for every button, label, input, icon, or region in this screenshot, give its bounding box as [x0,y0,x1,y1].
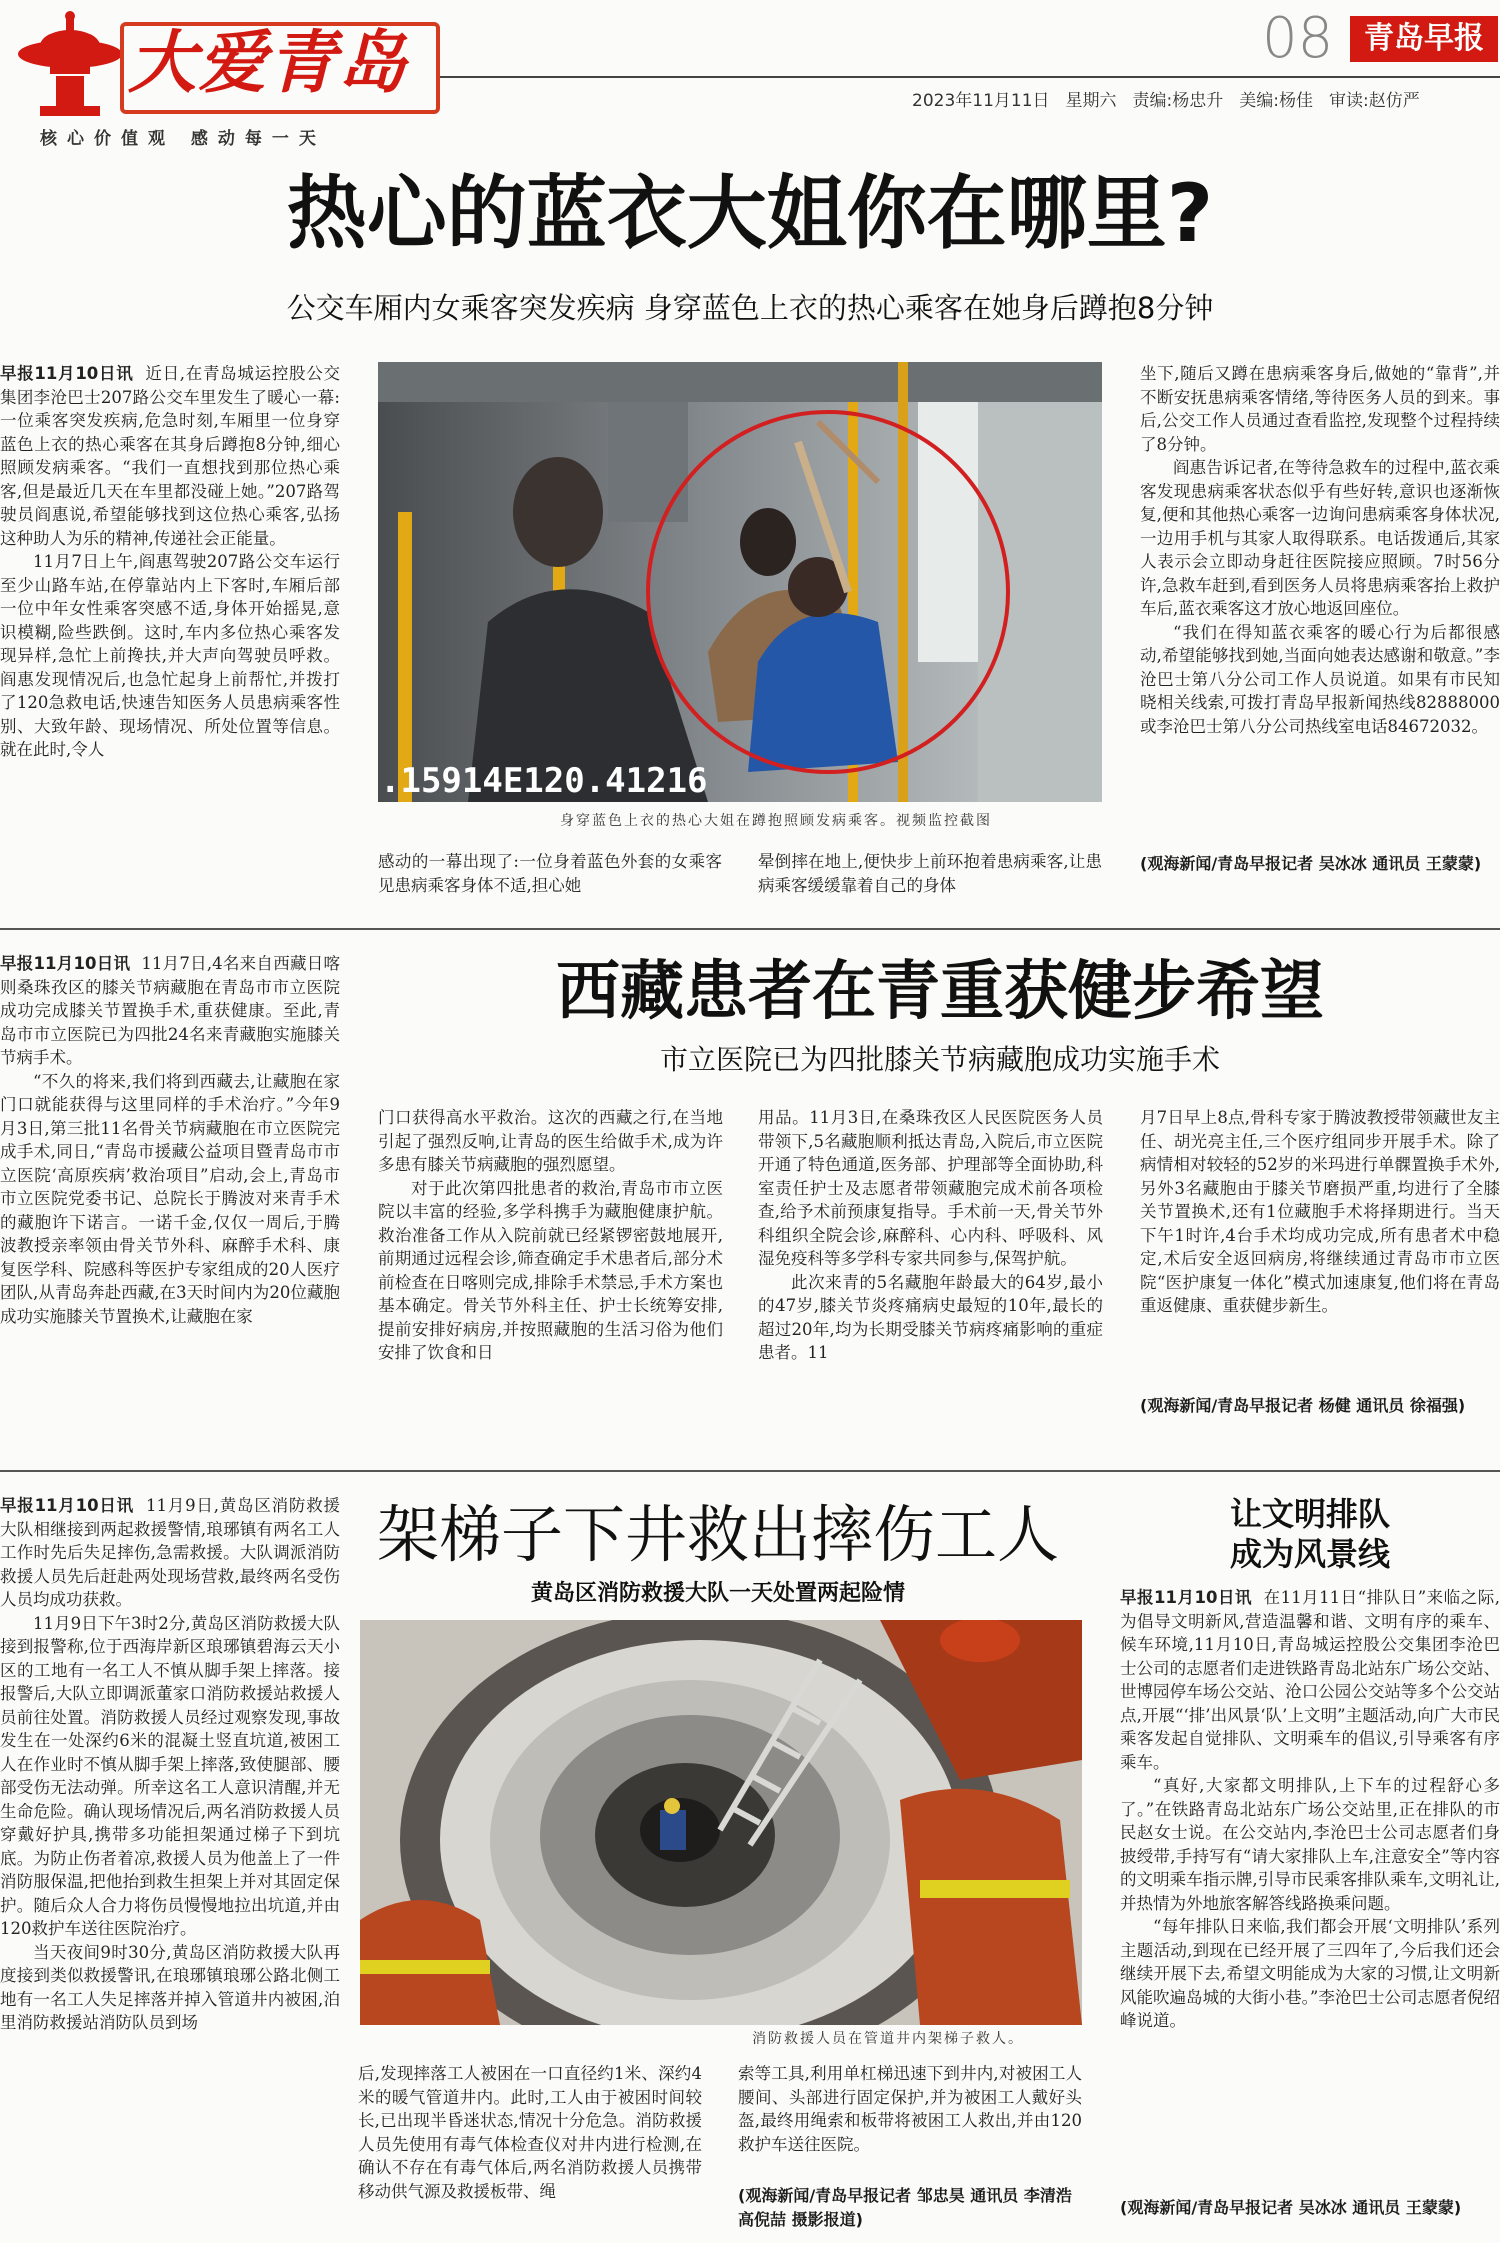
bus-surveillance-photo [378,362,1102,802]
story1-credit: (观海新闻/青岛早报记者 吴冰冰 通讯员 王蒙蒙) [1140,854,1482,873]
tower-logo-icon [10,6,130,126]
story1-below-right [758,850,1102,902]
story4-body [1120,1586,1500,2186]
story3-para: 11月9日下午3时2分,黄岛区消防救援大队接到报警称,位于西海岸新区琅琊镇碧海云天小区的工地有一名工人不慎从脚手架上摔落。接报警后,大队立即调派董家口消防救援站救援人员前往处置。消防救援人员经过观察发现,事故发生在一处深约6米的混凝土竖直坑道,被困工人在作业时不慎从脚手架上摔落,致使腿部、腰部受伤无法动弹。所幸这名工人意识清醒,并无生命危险。确认现场情况后,两名消防救援人员穿戴好护具,携带多功能担架通过梯子下到坑底。为防止伤者着凉,救援人员为他盖上了一件消防服保温,把他抬到救生担架上并对其固定保护。随后众人合力将伤员慢慢地拉出坑道,并由120救护车送往医院治疗。 [0,1613,340,1938]
story1-tag: 早报11月10日讯 [0,364,134,383]
story2-para: 对于此次第四批患者的救治,青岛市市立医院以丰富的经验,多学科携手为藏胞健康护航。救治准备工作从入院前就已经紧锣密鼓地展开,前期通过远程会诊,筛查确定手术患者后,部分术前检查在日喀则完成,排除手术禁忌,手术方案也基本确定。骨关节外科主任、护士长统筹安排,提前安排好病房,并按照藏胞的生活习俗为他们安排了饮食和日 [378,1178,723,1362]
story4-headline-line1: 让文明排队 [1229,1495,1390,1533]
story3-column-1 [0,1494,340,2243]
story3-para: 当天夜间9时30分,黄岛区消防救援大队再度接到类似救援警讯,在琅琊镇琅琊公路北侧工地有一名工人失足摔落并掉入管道井内被困,泊里消防救援站消防队员到场 [0,1942,340,2032]
story4-tag: 早报11月10日讯 [1120,1588,1253,1607]
story2-para: 此次来青的5名藏胞年龄最大的64岁,最小的47岁,膝关节炎疼痛病史最短的10年,最长的超过20年,均为长期受膝关节病疼痛影响的重症患者。11 [758,1272,1103,1362]
story2-tag: 早报11月10日讯 [0,954,131,973]
manhole-rescue-photo [360,1620,1082,2025]
story3-para: 后,发现摔落工人被困在一口直径约1米、深约4米的暖气管道井内。此时,工人由于被困时间较长,已出现半昏迷状态,情况十分危急。消防救援人员先使用有毒气体检查仪对井内进行检测,在确认不存在有毒气体后,两名消防救援人员携带移动供气源及救援板带、绳 [358,2064,702,2201]
story2-para: 用品。11月3日,在桑珠孜区人民医院医务人员带领下,5名藏胞顺利抵达青岛,入院后,市立医院开通了特色通道,医务部、护理部等全面协助,科室责任护士及志愿者带领藏胞完成术前各项检查,给予术前预康复指导。手术前一天,骨关节外科组织全院会诊,麻醉科、心内科、呼吸科、风湿免疫科等多学科专家共同参与,保驾护航。 [758,1108,1103,1268]
page-number: 08 [1262,6,1334,71]
section-divider [0,1470,1500,1472]
story1-para: 晕倒摔在地上,便快步上前环抱着患病乘客,让患病乘客缓缓靠着自己的身体 [758,852,1102,895]
editor: 责编:杨忠升 [1132,91,1224,111]
section-slogan: 核心价值观 感动每一天 [40,129,326,149]
paper-brand: 青岛早报 [1350,16,1498,62]
story2-para: 门口获得高水平救治。这次的西藏之行,在当地引起了强烈反响,让青岛的医生给做手术,成为许多患有膝关节病藏胞的强烈愿望。 [378,1108,723,1174]
story3-para: 11月9日,黄岛区消防救援大队相继接到两起救援警情,琅琊镇有两名工人工作时先后失足摔伤,急需救援。大队调派消防救援人员先后赶赴两处现场营救,最终两名受伤人员均成功获救。 [0,1496,340,1609]
story2-headline: 西藏患者在青重获健步希望 [556,955,1324,1029]
story2-column-3 [758,1106,1103,1444]
story3-para: 索等工具,利用单杠梯迅速下到井内,对被困工人腰间、头部进行固定保护,并为被困工人戴好头盔,最终用绳索和板带将被困工人救出,并由120救护车送往医院。 [738,2064,1082,2154]
story4-para: “真好,大家都文明排队,上下车的过程舒心多了。”在铁路青岛北站东广场公交站里,正在排队的市民赵女士说。在公交站内,李沧巴士公司志愿者们身披绶带,手持写有“请大家排队上车,注意安全”等内容的文明乘车指示牌,引导市民乘客排队乘车,文明礼让,并热情为外地旅客解答线路换乘问题。 [1120,1776,1500,1913]
story2-column-4 [1140,1106,1500,1406]
story4-para: 在11月11日“排队日”来临之际,为倡导文明新风,营造温馨和谐、文明有序的乘车、候车环境,11月10日,青岛城运控股公交集团李沧巴士公司的志愿者们走进铁路青岛北站东广场公交站、世博园停车场公交站、沧口公园公交站等多个公交站点,开展“‘排’出风景‘队’上文明”主题活动,向广大市民乘客发起自觉排队、文明乘车的倡议,引导乘客有序乘车。 [1120,1588,1500,1772]
reviewer: 审读:赵仿严 [1329,91,1420,111]
story2-credit: (观海新闻/青岛早报记者 杨健 通讯员 徐福强) [1140,1396,1466,1415]
designer: 美编:杨佳 [1239,91,1313,111]
story1-para: 阎惠告诉记者,在等待急救车的过程中,蓝衣乘客发现患病乘客状态似乎有些好转,意识也逐渐恢复,便和其他热心乘客一边询问患病乘客身体状况,一边用手机与其家人取得联系。电话拨通后,其家人表示会立即动身赶往医院接应照顾。7时56分许,急救车赶到,看到医务人员将患病乘客抬上救护车后,蓝衣乘客这才放心地返回座位。 [1140,458,1500,618]
story1-para: 11月7日上午,阎惠驾驶207路公交车运行至少山路车站,在停靠站内上下客时,车厢后部一位中年女性乘客突感不适,身体开始摇晃,意识模糊,险些跌倒。这时,车内多位热心乘客发现异样,急忙上前搀扶,并大声向驾驶员呼救。阎惠发现情况后,也急忙起身上前帮忙,并拨打了120急救电话,快速告知医务人员患病乘客性别、大致年龄、现场情况、所处位置等信息。就在此时,令人 [0,552,340,759]
section-divider [0,928,1500,930]
section-logo [10,6,450,126]
story4-headline-line2: 成为风景线 [1229,1535,1390,1573]
date: 2023年11月11日 [912,91,1050,111]
story3-below-right [738,2062,1082,2172]
story1-para: “我们在得知蓝衣乘客的暖心行为后都很感动,希望能够找到她,当面向她表达感谢和敬意。”李沧巴士第八分公司工作人员说道。如果有市民知晓相关线索,可拨打青岛早报新闻热线82888000或李沧巴士第八分公司热线室电话84672032。 [1140,622,1500,736]
header-rule [440,76,1500,78]
story3-subhead: 黄岛区消防救援大队一天处置两起险情 [530,1581,905,1606]
story1-column-right [1140,362,1500,858]
story4-para: “每年排队日来临,我们都会开展‘文明排队’系列主题活动,到现在已经开展了三四年了,今后我们还会继续开展下去,希望文明能成为大家的习惯,让文明新风能吹遍岛城的大街小巷。”李沧巴士公司志愿者倪绍峰说道。 [1120,1917,1500,2030]
story1-photo [378,362,1102,802]
weekday: 星期六 [1065,91,1117,111]
story1-subhead: 公交车厢内女乘客突发疾病 身穿蓝色上衣的热心乘客在她身后蹲抱8分钟 [286,291,1214,325]
story2-para: 月7日早上8点,骨科专家于腾波教授带领藏世友主任、胡光亮主任,三个医疗组同步开展手术。除了病情相对较轻的52岁的米玛进行单髁置换手术外,另外3名藏胞由于膝关节磨损严重,均进行了全膝关节置换术,还有1位藏胞手术将择期进行。当天下午1时许,4台手术均成功完成,所有患者术中稳定,术后安全返回病房,将继续通过青岛市市立医院“医护康复一体化”模式加速康复,他们将在青岛重返健康、重获健步新生。 [1140,1108,1500,1315]
story3-photo-caption: 消防救援人员在管道井内架梯子救人。 [752,2031,1024,2047]
photo-coordinates: .15914E120.41216 [380,761,708,801]
story4-headline [1120,1494,1500,1574]
story1-para: 坐下,随后又蹲在患病乘客身后,做她的“靠背”,并不断安抚患病乘客情绪,等待医务人员的到来。事后,公交工作人员通过查看监控,发现整个过程持续了8分钟。 [1140,364,1500,454]
story1-photo-caption: 身穿蓝色上衣的热心大姐在蹲抱照顾发病乘客。视频监控截图 [560,813,992,829]
story2-column-2 [378,1106,723,1444]
story2-subhead: 市立医院已为四批膝关节病藏胞成功实施手术 [659,1043,1220,1076]
story2-para: “不久的将来,我们将到西藏去,让藏胞在家门口就能获得与这里同样的手术治疗。”今年9月3日,第三批11名骨关节病藏胞在市立医院完成手术,同日,“青岛市援藏公益项目暨青岛市市立医院‘高原疾病’救治项目”启动,会上,青岛市市立医院党委书记、总院长于腾波对来青手术的藏胞许下诺言。一诺千金,仅仅一周后,于腾波教授亲率领由骨关节外科、麻醉手术科、康复医学科、院感科等医护专家组成的20人医疗团队,从青岛奔赴西藏,在3天时间内为20位藏胞成功实施膝关节置换术,让藏胞在家 [0,1071,340,1326]
story4-credit: (观海新闻/青岛早报记者 吴冰冰 通讯员 王蒙蒙) [1120,2198,1462,2217]
story1-para: 感动的一幕出现了:一位身着蓝色外套的女乘客见患病乘客身体不适,担心她 [378,852,722,895]
story1-headline: 热心的蓝衣大姐你在哪里? [286,167,1214,260]
story1-column-left [0,362,340,902]
story3-photo [360,1620,1082,2025]
story1-below-left [378,850,722,902]
section-title: 大爱青岛 [128,24,409,103]
dateline [912,86,1436,111]
story3-below-left [358,2062,702,2243]
story2-para: 11月7日,4名来自西藏日喀则桑珠孜区的膝关节病藏胞在青岛市市立医院成功完成膝关节置换手术,重获健康。至此,青岛市市立医院已为四批24名来青藏胞实施膝关节病手术。 [0,954,340,1067]
story3-tag: 早报11月10日讯 [0,1496,134,1515]
story3-headline: 架梯子下井救出摔伤工人 [376,1498,1059,1571]
story1-para: 近日,在青岛城运控股公交集团李沧巴士207路公交车里发生了暖心一幕:一位乘客突发疾病,危急时刻,车厢里一位身穿蓝色上衣的热心乘客在其身后蹲抱8分钟,细心照顾发病乘客。“我们一直想找到那位热心乘客,但是最近几天在车里都没碰上她。”207路驾驶员阎惠说,希望能够找到这位热心乘客,弘扬这种助人为乐的精神,传递社会正能量。 [0,364,340,548]
story2-column-1 [0,952,340,1444]
story3-credit: (观海新闻/青岛早报记者 邹忠昊 通讯员 李清浩 高倪喆 摄影报道) [738,2186,1072,2229]
